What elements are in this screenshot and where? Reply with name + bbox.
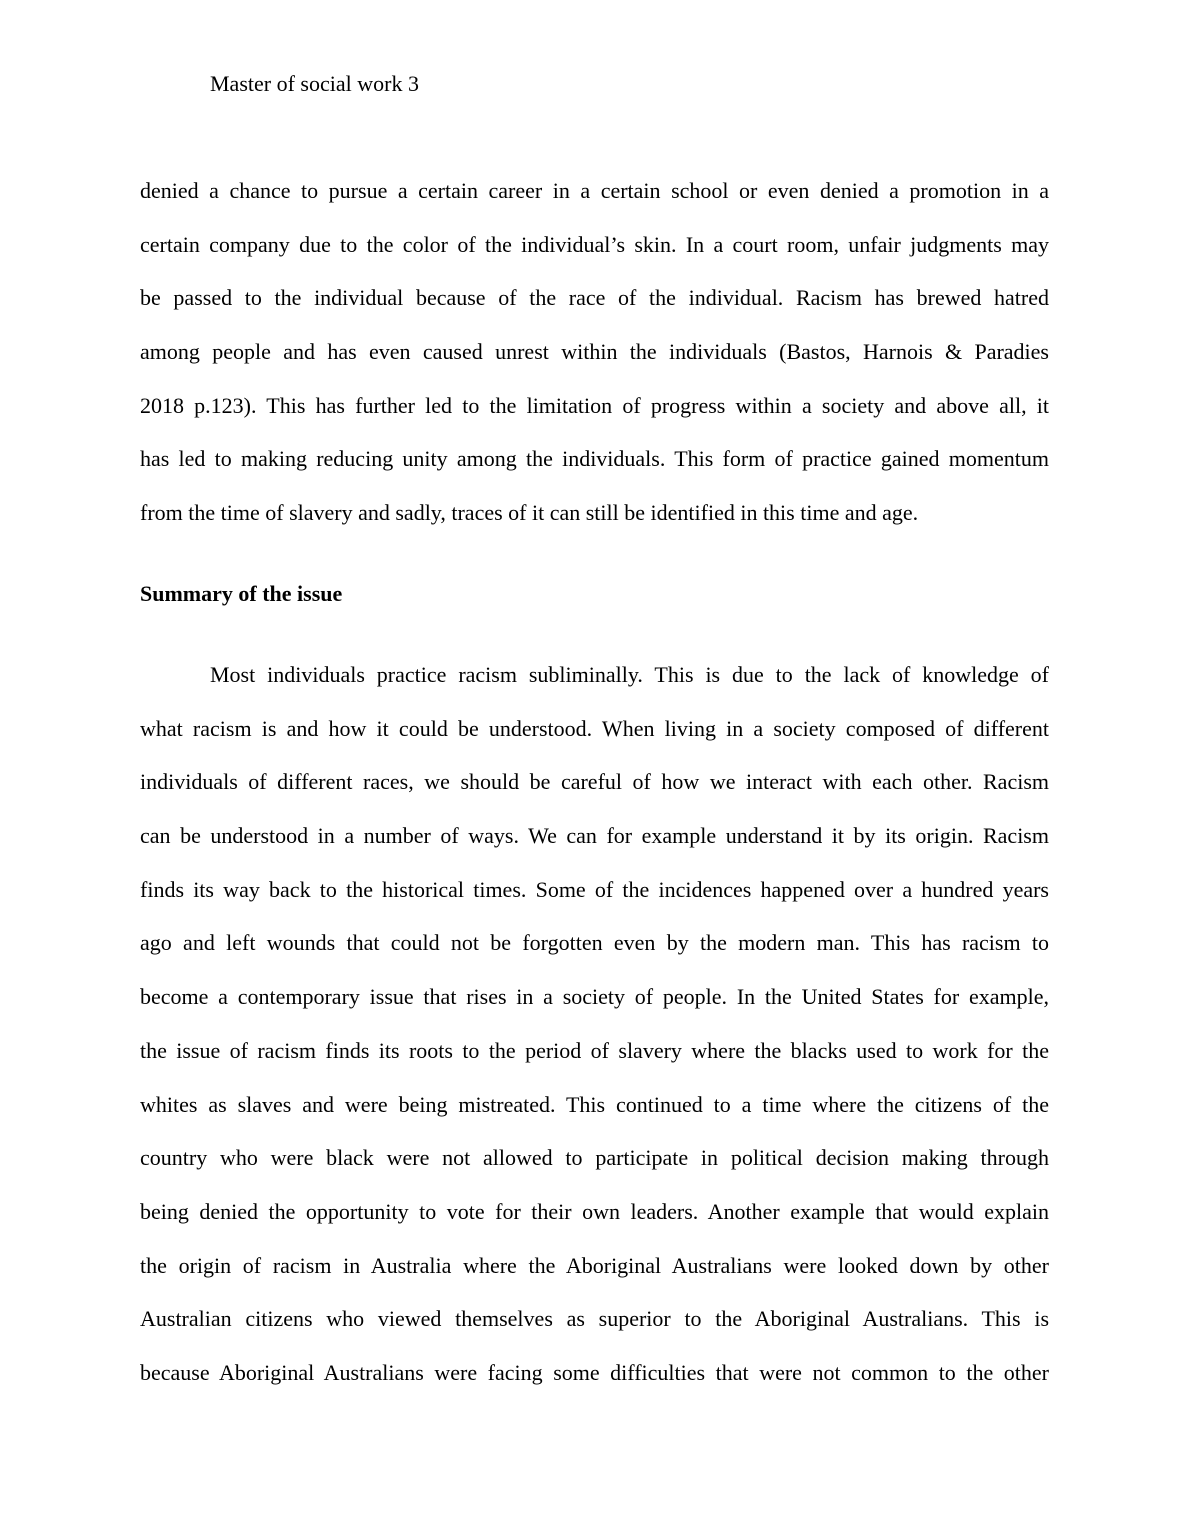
paragraph-line: the origin of racism in Australia where the Aboriginal Australians were looked down by other [140, 1252, 1049, 1278]
paragraph-line: from the time of slavery and sadly, traces of it can still be identified in this time and age. [140, 500, 919, 526]
section-heading: Summary of the issue [140, 581, 343, 606]
paragraph-line: being denied the opportunity to vote for their own leaders. Another example that would explain [140, 1198, 1049, 1224]
paragraph-line: 2018 p.123). This has further led to the limitation of progress within a society and above all, it [140, 392, 1049, 418]
paragraph-line: country who were black were not allowed to participate in political decision making through [140, 1145, 1049, 1171]
paragraph-line: Australian citizens who viewed themselves as superior to the Aboriginal Australians. This is [140, 1306, 1049, 1332]
paragraph-line: finds its way back to the historical times. Some of the incidences happened over a hundred years [140, 876, 1049, 902]
paragraph-line: certain company due to the color of the individual’s skin. In a court room, unfair judgments may [140, 231, 1049, 257]
running-head: Master of social work 3 [210, 71, 419, 96]
paragraph-line: the issue of racism finds its roots to the period of slavery where the blacks used to work for the [140, 1037, 1049, 1063]
paragraph-line: because Aboriginal Australians were facing some difficulties that were not common to the other [140, 1359, 1049, 1385]
paragraph-line: be passed to the individual because of the race of the individual. Racism has brewed hatred [140, 285, 1049, 311]
paragraph-line: has led to making reducing unity among the individuals. This form of practice gained momentum [140, 446, 1049, 472]
paragraph-line: among people and has even caused unrest within the individuals (Bastos, Harnois & Paradies [140, 339, 1049, 365]
paragraph-line: ago and left wounds that could not be forgotten even by the modern man. This has racism to [140, 930, 1049, 956]
paragraph-line: denied a chance to pursue a certain career in a certain school or even denied a promotion in a [140, 178, 1049, 203]
body-paragraph [140, 648, 1049, 1400]
body-paragraph [140, 164, 1049, 540]
paragraph-line: individuals of different races, we should be careful of how we interact with each other. Racism [140, 769, 1049, 795]
paragraph-line: whites as slaves and were being mistreated. This continued to a time where the citizens of the [140, 1091, 1049, 1117]
paragraph-line: become a contemporary issue that rises in a society of people. In the United States for example, [140, 984, 1049, 1010]
paragraph-line: what racism is and how it could be understood. When living in a society composed of different [140, 715, 1049, 741]
paragraph-line: can be understood in a number of ways. We can for example understand it by its origin. Racism [140, 823, 1049, 849]
paragraph-line: Most individuals practice racism subliminally. This is due to the lack of knowledge of [210, 662, 1049, 687]
